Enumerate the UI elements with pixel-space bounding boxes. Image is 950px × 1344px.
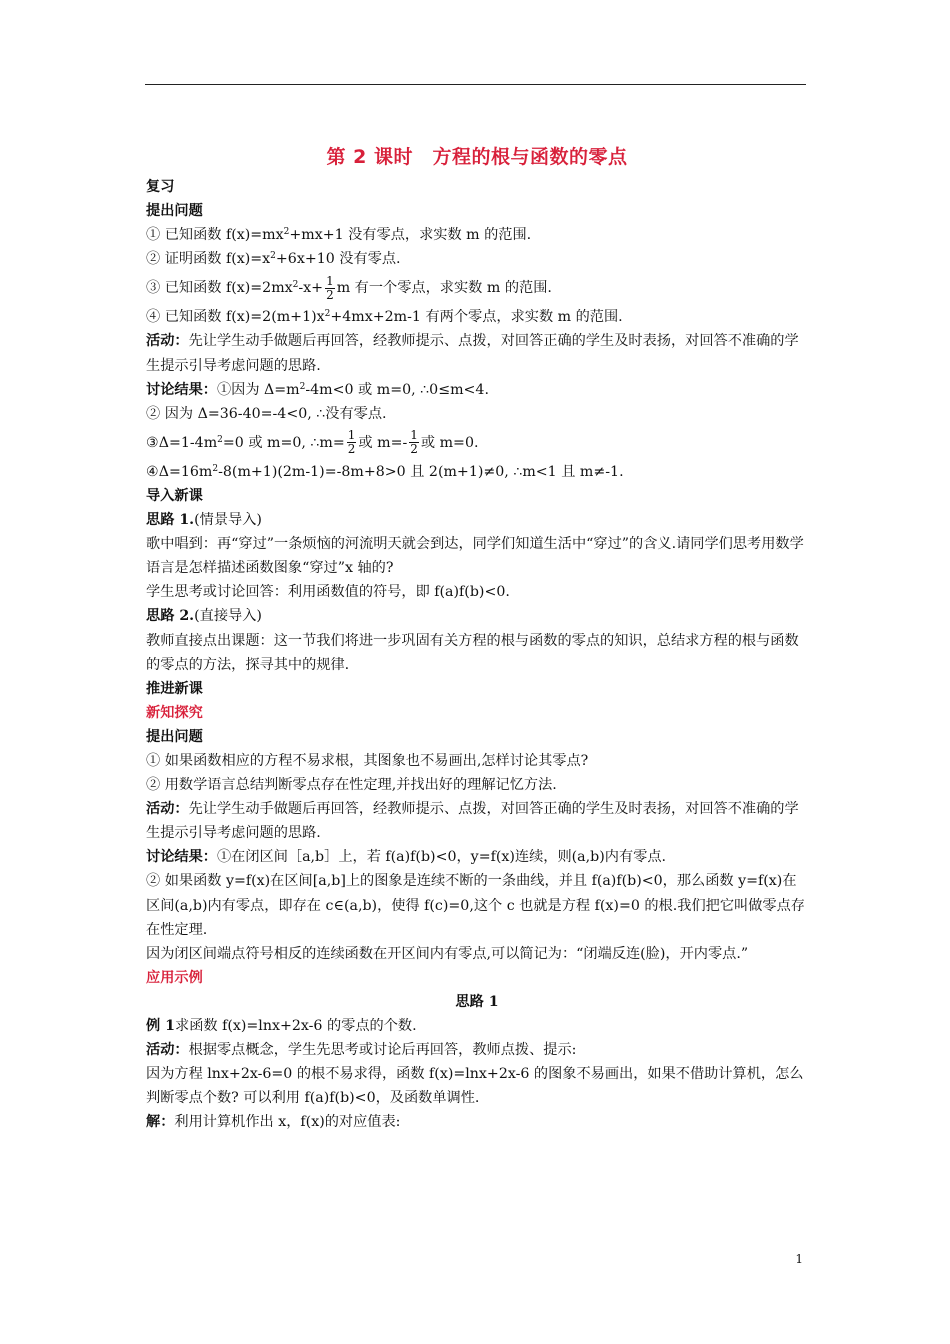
example-path-heading: 思路 1 xyxy=(455,993,499,1010)
advance-result-1: 讨论结果：①在闭区间［a,b］上，若 f(a)f(b)<0，y=f(x)连续，则(a,b)内有零点. xyxy=(146,849,667,866)
fraction-one-half: $\frac{1}{2}$ xyxy=(326,273,334,302)
section-review: 复习 xyxy=(146,179,175,195)
section-explore: 新知探究 xyxy=(146,704,203,721)
review-q1: ① 已知函数 $f(x)=mx^2+mx+1$ 没有零点，求实数 m 的范围. xyxy=(146,227,532,244)
advance-q2: ② 用数学语言总结判断零点存在性定理,并找出好的理解记忆方法. xyxy=(146,777,557,794)
section-examples: 应用示例 xyxy=(146,969,203,986)
review-result-2: ② 因为 Δ=36-40=-4<0, ∴没有零点. xyxy=(146,405,387,422)
page-number: 1 xyxy=(795,1252,803,1266)
review-result-3: $③\Delta=1-4m^2=0$ 或 m=0, ∴m= $\frac{1}{2}$ 或 m=- $\frac{1}{2}$ 或 m=0. xyxy=(146,428,479,457)
advance-result-3: 因为闭区间端点符号相反的连续函数在开区间内有零点,可以简记为：“闭端反连(脸)，开内零点.” xyxy=(146,945,749,962)
review-q3: ③ 已知函数 $f(x)=2mx^2-x+$ $\frac{1}{2}$ m 有一个零点，求实数 m 的范围. xyxy=(146,273,552,302)
intro-path-1-label: 思路 1.(情景导入) xyxy=(146,512,262,529)
review-result-1: 讨论结果：①因为 $\Delta=m^2-4m<0$ 或 m=0, ∴0≤m<4. xyxy=(146,381,489,398)
advance-activity: 活动：先让学生动手做题后再回答，经教师提示、点拨，对回答正确的学生及时表扬，对回答不准确的学生提示引导考虑问题的思路. xyxy=(146,801,799,842)
intro-path-1-answer: 学生思考或讨论回答：利用函数值的符号，即 f(a)f(b)<0. xyxy=(146,584,510,601)
review-q2: ② 证明函数 $f(x)=x^2+6x+10$ 没有零点. xyxy=(146,251,401,268)
example-text: 因为方程 lnx+2x-6=0 的根不易求得，函数 f(x)=lnx+2x-6 的图象不易画出，如果不借助计算机，怎么判断零点个数? 可以利用 f(a)f(b)<0，及函数单调性. xyxy=(146,1066,804,1107)
header-rule xyxy=(145,84,806,85)
advance-result-2: ② 如果函数 y=f(x)在区间[a,b]上的图象是连续不断的一条曲线，并且 f(a)f(b)<0，那么函数 y=f(x)在区间(a,b)内有零点，即存在 c∈(a,b)，使得 f(c)=0,这个 c 也就是方程 f(x)=0 的根.我们把它叫做零点存在性定理. xyxy=(146,873,805,938)
intro-path-2-text: 教师直接点出课题：这一节我们将进一步巩固有关方程的根与函数的零点的知识，总结求方程的根与函数的零点的方法，探寻其中的规律. xyxy=(146,632,799,673)
fraction-one-half: $\frac{1}{2}$ xyxy=(410,428,418,457)
intro-path-2-label: 思路 2.(直接导入) xyxy=(146,608,262,625)
fraction-one-half: $\frac{1}{2}$ xyxy=(347,428,356,457)
example-solution: 解：利用计算机作出 x，f(x)的对应值表: xyxy=(146,1114,401,1131)
advance-subheading: 提出问题 xyxy=(146,728,203,745)
section-advance: 推进新课 xyxy=(146,680,203,697)
example-1: 例 1求函数 f(x)=lnx+2x-6 的零点的个数. xyxy=(146,1018,417,1034)
review-activity: 活动：先让学生动手做题后再回答，经教师提示、点拨，对回答正确的学生及时表扬，对回答不准确的学生提示引导考虑问题的思路. xyxy=(146,333,799,374)
document-body xyxy=(146,142,808,1134)
advance-q1: ① 如果函数相应的方程不易求根，其图象也不易画出,怎样讨论其零点? xyxy=(146,752,589,769)
page-title: 第 2 课时 方程的根与函数的零点 xyxy=(326,146,628,168)
review-q4: ④ 已知函数 $f(x)=2(m+1)x^2+4mx+2m-1$ 有两个零点，求实数 m 的范围. xyxy=(146,309,623,326)
section-intro: 导入新课 xyxy=(146,487,203,504)
example-activity: 活动：根据零点概念，学生先思考或讨论后再回答，教师点拨、提示: xyxy=(146,1042,577,1059)
review-result-4: $④\Delta=16m^2-8(m+1)(2m-1)=-8m+8>0$ 且 2(m+1)≠0, ∴m<1 且 m≠-1. xyxy=(146,463,624,480)
review-subheading: 提出问题 xyxy=(146,203,203,220)
intro-path-1-text: 歌中唱到：再“穿过”一条烦恼的河流明天就会到达，同学们知道生活中“穿过”的含义.请同学们思考用数学语言是怎样描述函数图象“穿过”x 轴的? xyxy=(146,536,804,577)
